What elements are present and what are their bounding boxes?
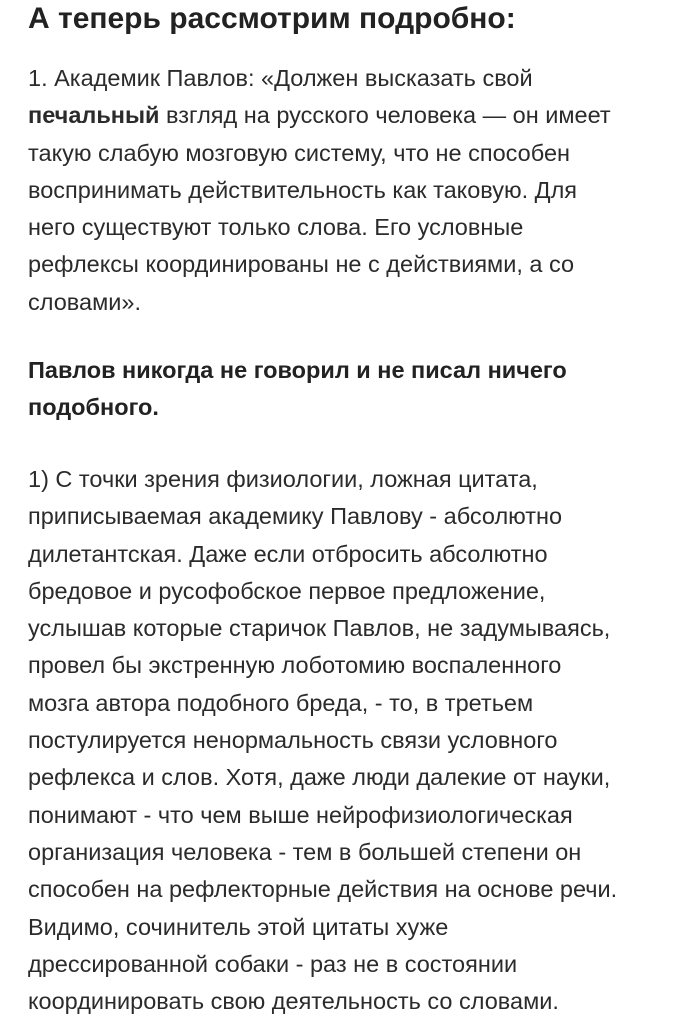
bold-statement-line: Павлов никогда не говорил и не писал ничего	[28, 357, 567, 383]
analysis-line: мозга автора подобного бреда, - то, в третьем	[28, 689, 534, 716]
analysis-line: понимают - что чем выше нейрофизиологическая	[28, 801, 573, 828]
bold-statement	[28, 352, 567, 427]
quote-paragraph	[28, 60, 611, 321]
quote-line: словами».	[28, 288, 141, 315]
quote-line: рефлексы координированы не с действиями, а со	[28, 251, 575, 278]
analysis-line: дрессированной собаки - раз не в состоянии	[28, 950, 518, 977]
quote-line-rest: взгляд на русского человека — он имеет	[159, 102, 611, 129]
analysis-line: услышав которые старичок Павлов, не задумываясь,	[28, 615, 611, 642]
analysis-line: бредовое и русофобское первое предложение,	[28, 577, 546, 604]
analysis-line: 1) С точки зрения физиологии, ложная цитата,	[28, 466, 538, 492]
quote-line: воспринимать действительность как таковую. Для	[28, 176, 578, 203]
analysis-line: организация человека - тем в большей степени он	[28, 838, 582, 865]
quote-line: 1. Академик Павлов: «Должен высказать свой	[28, 65, 533, 91]
quote-line: такую слабую мозговую систему, что не способен	[28, 139, 570, 166]
quote-line: него существуют только слова. Его условные	[28, 214, 524, 241]
analysis-line: Видимо, сочинитель этой цитаты хуже	[28, 913, 449, 940]
analysis-line: провел бы экстренную лоботомию воспаленного	[28, 652, 562, 679]
analysis-line: координировать свою деятельность со словами.	[28, 988, 559, 1015]
section-heading: А теперь рассмотрим подробно:	[28, 2, 516, 35]
emphasized-word: печальный	[28, 102, 160, 129]
quote-line	[28, 97, 611, 134]
analysis-line: постулируется ненормальность связи условного	[28, 727, 558, 754]
analysis-line: способен на рефлекторные действия на основе речи.	[28, 876, 618, 903]
analysis-paragraph	[28, 461, 617, 1020]
bold-statement-line: подобного.	[28, 394, 159, 421]
analysis-line: дилетантская. Даже если отбросить абсолютно	[28, 540, 548, 567]
analysis-line: рефлекса и слов. Хотя, даже люди далекие от науки,	[28, 764, 611, 791]
analysis-line: приписываемая академику Павлову - абсолютно	[28, 503, 563, 530]
